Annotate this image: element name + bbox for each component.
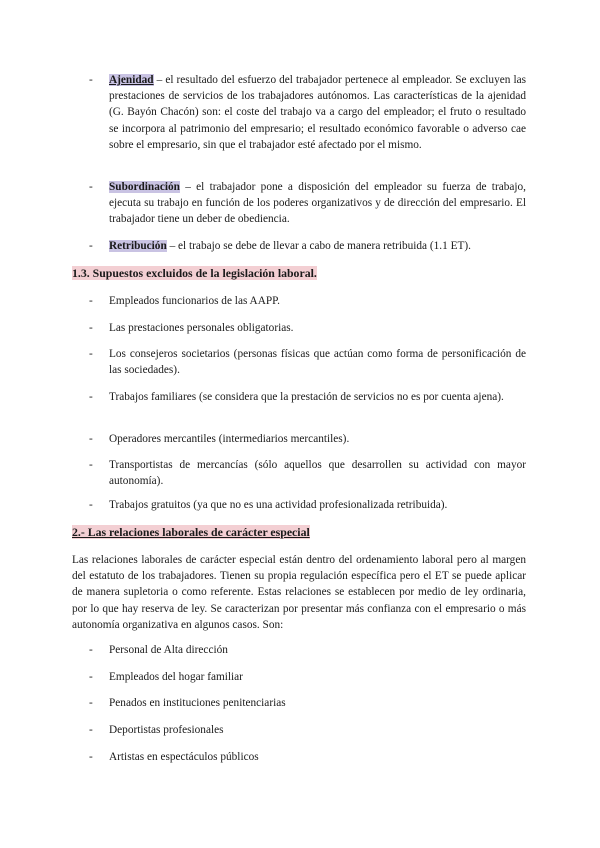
bullet-dash: - (89, 181, 93, 193)
list-item (89, 457, 526, 489)
bullet-dash: - (89, 391, 93, 403)
bullet-dash: - (89, 671, 93, 683)
list-item (89, 695, 526, 711)
bullet-dash: - (89, 644, 93, 656)
bullet-dash: - (89, 322, 93, 334)
bullet-dash: - (89, 348, 93, 360)
bullet-dash: - (89, 433, 93, 445)
bullet-text: – el trabajador pone a disposición del empleador su fuerza de trabajo, ejecuta su trabajo en función de los poderes organizativos y de dirección del empresario. El trabajador tiene un deber de obediencia. (109, 181, 526, 226)
bullet-text: – el trabajo se debe de llevar a cabo de manera retribuida (1.1 ET). (166, 240, 471, 252)
list-item-text: Personal de Alta dirección (109, 644, 228, 656)
term-retribucion: Retribución (109, 240, 167, 252)
bullet-dash: - (89, 751, 93, 763)
bullet-dash: - (89, 724, 93, 736)
list-item-text: Artistas en espectáculos públicos (109, 751, 259, 763)
section-heading-2 (72, 524, 310, 540)
list-item (89, 749, 526, 765)
list-item (89, 431, 526, 447)
list-item-text: Operadores mercantiles (intermediarios mercantiles). (109, 433, 350, 445)
bullet-ajenidad (89, 72, 526, 153)
list-item (89, 293, 526, 309)
list-item-text: Trabajos gratuitos (ya que no es una actividad profesionalizada retribuida). (109, 499, 448, 511)
section-heading-text: 2.- Las relaciones laborales de carácter especial (72, 525, 310, 539)
list-item-text: Transportistas de mercancías (sólo aquellos que desarrollen su actividad con mayor autonomía). (109, 459, 526, 488)
bullet-subordinacion (89, 179, 526, 228)
bullet-retribucion (89, 238, 526, 254)
list-item-text: Empleados del hogar familiar (109, 671, 243, 683)
bullet-text: – el resultado del esfuerzo del trabajador pertenece al empleador. Se excluyen las prestaciones de servicios de los trabajadores autónomos. Las características de la ajenidad (G. Bayón Chacón) son: el coste del trabajo va a cargo del empleador; el fruto o resultado se incorpora al patrimonio del empresario; el resultado económico favorable o adverso cae sobre el empresario, sin que el trabajador esté afectado por el mismo. (109, 74, 526, 151)
section-2-paragraph: Las relaciones laborales de carácter especial están dentro del ordenamiento laboral pero al margen del estatuto de los trabajadores. Tienen su propia regulación específica pero el ET se puede aplicar de manera supletoria o como referente. Estas relaciones se establecen por medio de ley ordinaria, por lo que hay reserva de ley. Se caracterizan por presentar más confianza con el empresario o más autonomía organizativa en algunos casos. Son: (72, 554, 526, 631)
list-item-text: Deportistas profesionales (109, 724, 224, 736)
term-ajenidad: Ajenidad (109, 74, 154, 86)
list-item (89, 389, 526, 405)
bullet-dash: - (89, 459, 93, 471)
bullet-dash: - (89, 499, 93, 511)
list-item-text: Penados en instituciones penitenciarias (109, 697, 286, 709)
bullet-dash: - (89, 74, 93, 86)
list-item (89, 346, 526, 378)
list-item-text: Las prestaciones personales obligatorias. (109, 322, 294, 334)
section-heading-text: 1.3. Supuestos excluidos de la legislación laboral. (72, 266, 317, 280)
list-item-text: Empleados funcionarios de las AAPP. (109, 295, 281, 307)
section-heading-1-3 (72, 265, 317, 281)
list-item (89, 669, 526, 685)
bullet-dash: - (89, 240, 93, 252)
list-item-text: Los consejeros societarios (personas físicas que actúan como forma de personificación de las sociedades). (109, 348, 526, 377)
list-item (89, 320, 526, 336)
term-subordinacion: Subordinación (109, 181, 180, 193)
list-item (89, 642, 526, 658)
list-item (89, 722, 526, 738)
bullet-dash: - (89, 697, 93, 709)
list-item (89, 497, 526, 513)
bullet-dash: - (89, 295, 93, 307)
list-item-text: Trabajos familiares (se considera que la prestación de servicios no es por cuenta ajena). (109, 391, 504, 403)
